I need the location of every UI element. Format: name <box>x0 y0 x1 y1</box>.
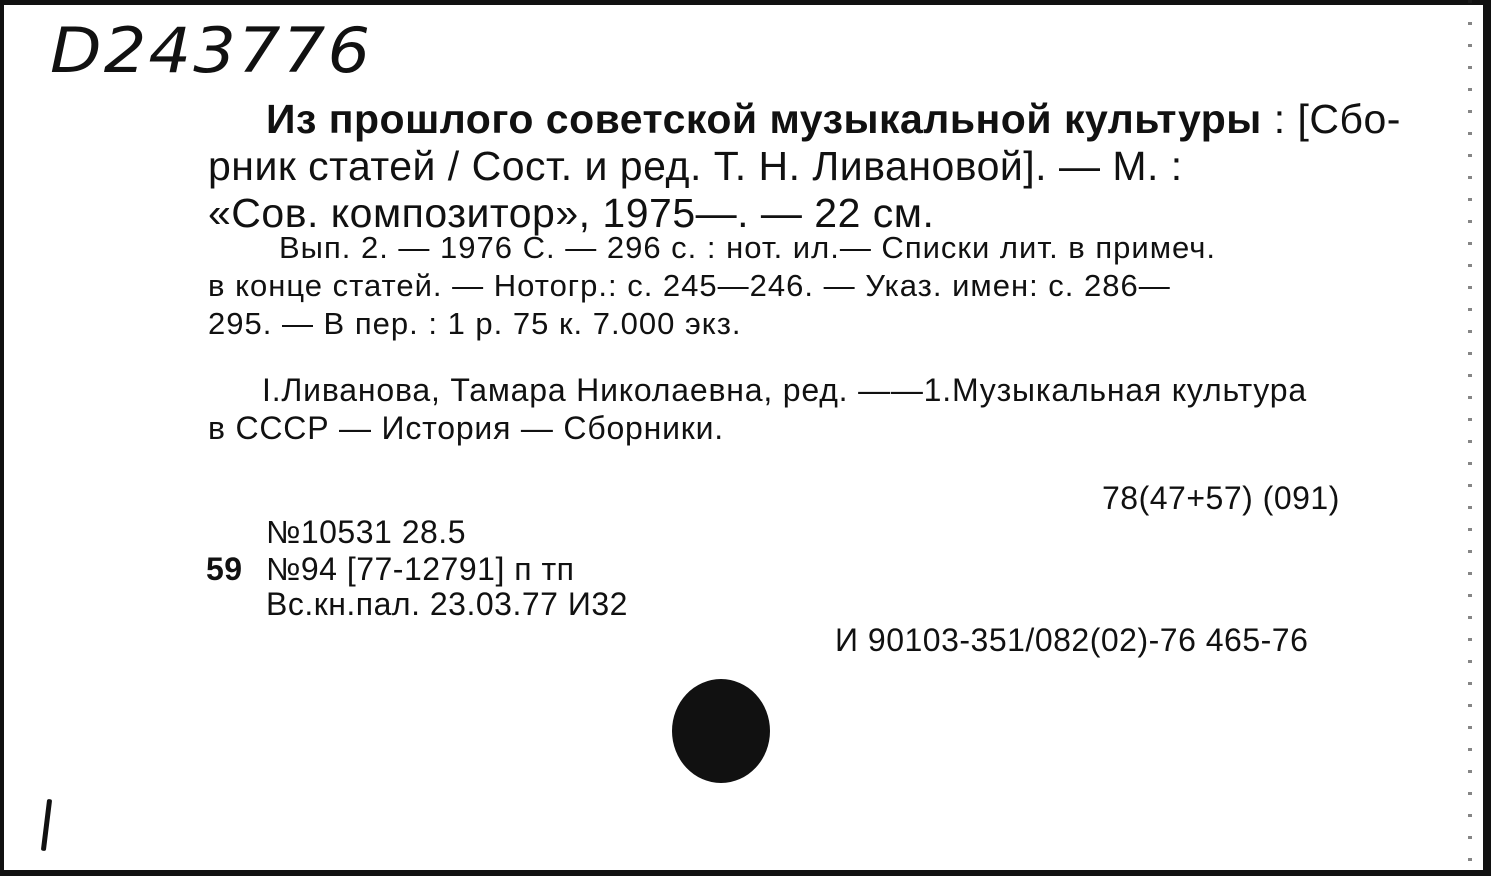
title-line-1 <box>266 96 1401 143</box>
book-chamber-line: Вс.кн.пал. 23.03.77 И32 <box>266 586 628 622</box>
pen-mark <box>41 799 52 851</box>
subject-line-1: I.Ливанова, Тамара Николаевна, ред. ——1.Музыкальная культура <box>262 372 1307 408</box>
card-border-left <box>0 0 4 876</box>
volume-line-3: 295. — В пер. : 1 р. 75 к. 7.000 экз. <box>208 306 742 341</box>
subject-line-2: в СССР — История — Сборники. <box>208 410 724 446</box>
title-line-2: рник статей / Сост. и ред. Т. Н. Ливановой]. — М. : <box>208 143 1183 189</box>
volume-line-1: Вып. 2. — 1976 С. — 296 с. : нот. ил.— Списки лит. в примеч. <box>279 230 1217 265</box>
call-number: D243776 <box>50 14 373 87</box>
card-prefix-number: 59 <box>206 551 243 587</box>
card-edge-dots <box>1468 0 1472 876</box>
card-border-right <box>1483 0 1491 876</box>
title-bold: Из прошлого советской музыкальной культуры <box>266 96 1262 142</box>
card-border-top <box>0 0 1491 5</box>
index-line: И 90103-351/082(02)-76 465-76 <box>835 622 1309 658</box>
title-rest: : [Сбо- <box>1261 96 1401 142</box>
volume-line-2: в конце статей. — Нотогр.: с. 245—246. — Указ. имен: с. 286— <box>208 268 1171 303</box>
registration-number: №10531 28.5 <box>266 514 466 550</box>
punch-hole <box>672 679 770 783</box>
order-line: №94 [77-12791] п тп <box>266 551 575 587</box>
classification-number: 78(47+57) (091) <box>1102 480 1340 516</box>
title-line-3: «Сов. композитор», 1975—. — 22 см. <box>208 190 935 236</box>
card-border-bottom <box>0 870 1491 876</box>
